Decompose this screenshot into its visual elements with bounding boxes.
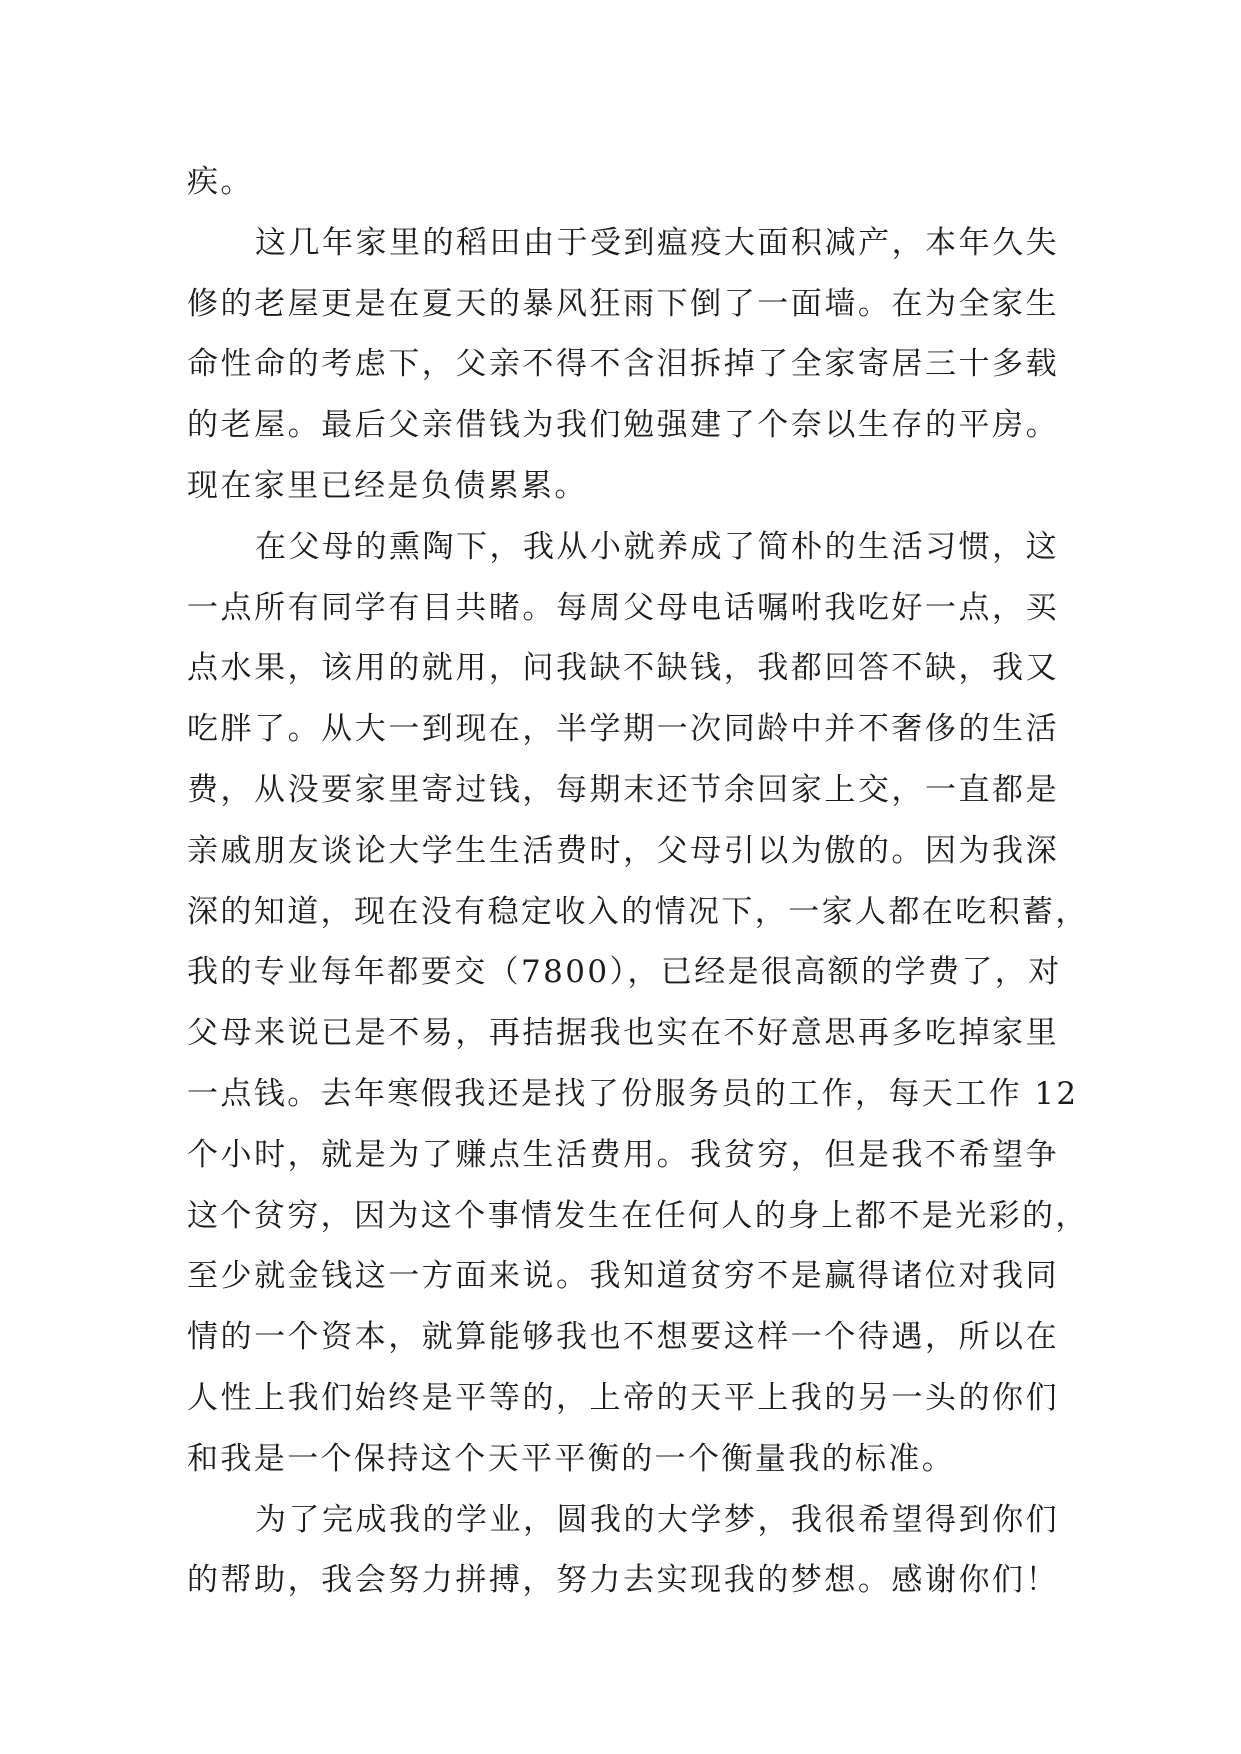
- text-line: 我的专业每年都要交（7800），已经是很高额的学费了，对: [187, 954, 1062, 991]
- text-line: 的帮助，我会努力拼搏，努力去实现我的梦想。感谢你们！: [187, 1562, 1059, 1599]
- text-line: 费，从没要家里寄过钱，每期末还节余回家上交，一直都是: [187, 771, 1059, 808]
- text-line: 点水果，该用的就用，问我缺不缺钱，我都回答不缺，我又: [187, 650, 1059, 687]
- text-line: 修的老屋更是在夏天的暴风狂雨下倒了一面墙。在为全家生: [187, 285, 1059, 322]
- text-line: 人性上我们始终是平等的，上帝的天平上我的另一头的你们: [187, 1379, 1059, 1416]
- text-line: 为了完成我的学业，圆我的大学梦，我很希望得到你们: [255, 1501, 1059, 1538]
- text-line: 亲戚朋友谈论大学生生活费时，父母引以为傲的。因为我深: [187, 832, 1059, 869]
- text-line: 现在家里已经是负债累累。: [187, 467, 588, 504]
- text-line: 深的知道，现在没有稳定收入的情况下，一家人都在吃积蓄，: [187, 893, 1089, 930]
- text-line: 一点钱。去年寒假我还是找了份服务员的工作，每天工作 12: [187, 1075, 1079, 1112]
- text-line: 父母来说已是不易，再拮据我也实在不好意思再多吃掉家里: [187, 1015, 1059, 1052]
- text-line: 这个贫穷，因为这个事情发生在任何人的身上都不是光彩的，: [187, 1197, 1089, 1234]
- text-line: 吃胖了。从大一到现在，半学期一次同龄中并不奢侈的生活: [187, 711, 1059, 748]
- text-line: 的老屋。最后父亲借钱为我们勉强建了个奈以生存的平房。: [187, 407, 1059, 444]
- text-line: 情的一个资本，就算能够我也不想要这样一个待遇，所以在: [187, 1319, 1059, 1356]
- letter-body: [187, 152, 1089, 1611]
- text-line: 至少就金钱这一方面来说。我知道贫穷不是赢得诸位对我同: [187, 1258, 1059, 1295]
- text-line: 疾。: [187, 164, 254, 200]
- text-line: 在父母的熏陶下，我从小就养成了简朴的生活习惯，这: [255, 528, 1059, 565]
- text-line: 和我是一个保持这个天平平衡的一个衡量我的标准。: [187, 1440, 956, 1477]
- text-line: 命性命的考虑下，父亲不得不含泪拆掉了全家寄居三十多载: [187, 346, 1059, 383]
- text-line: 个小时，就是为了赚点生活费用。我贫穷，但是我不希望争: [187, 1136, 1059, 1173]
- text-line: 一点所有同学有目共睹。每周父母电话嘱咐我吃好一点，买: [187, 589, 1059, 626]
- text-line: 这几年家里的稻田由于受到瘟疫大面积减产，本年久失: [255, 224, 1059, 261]
